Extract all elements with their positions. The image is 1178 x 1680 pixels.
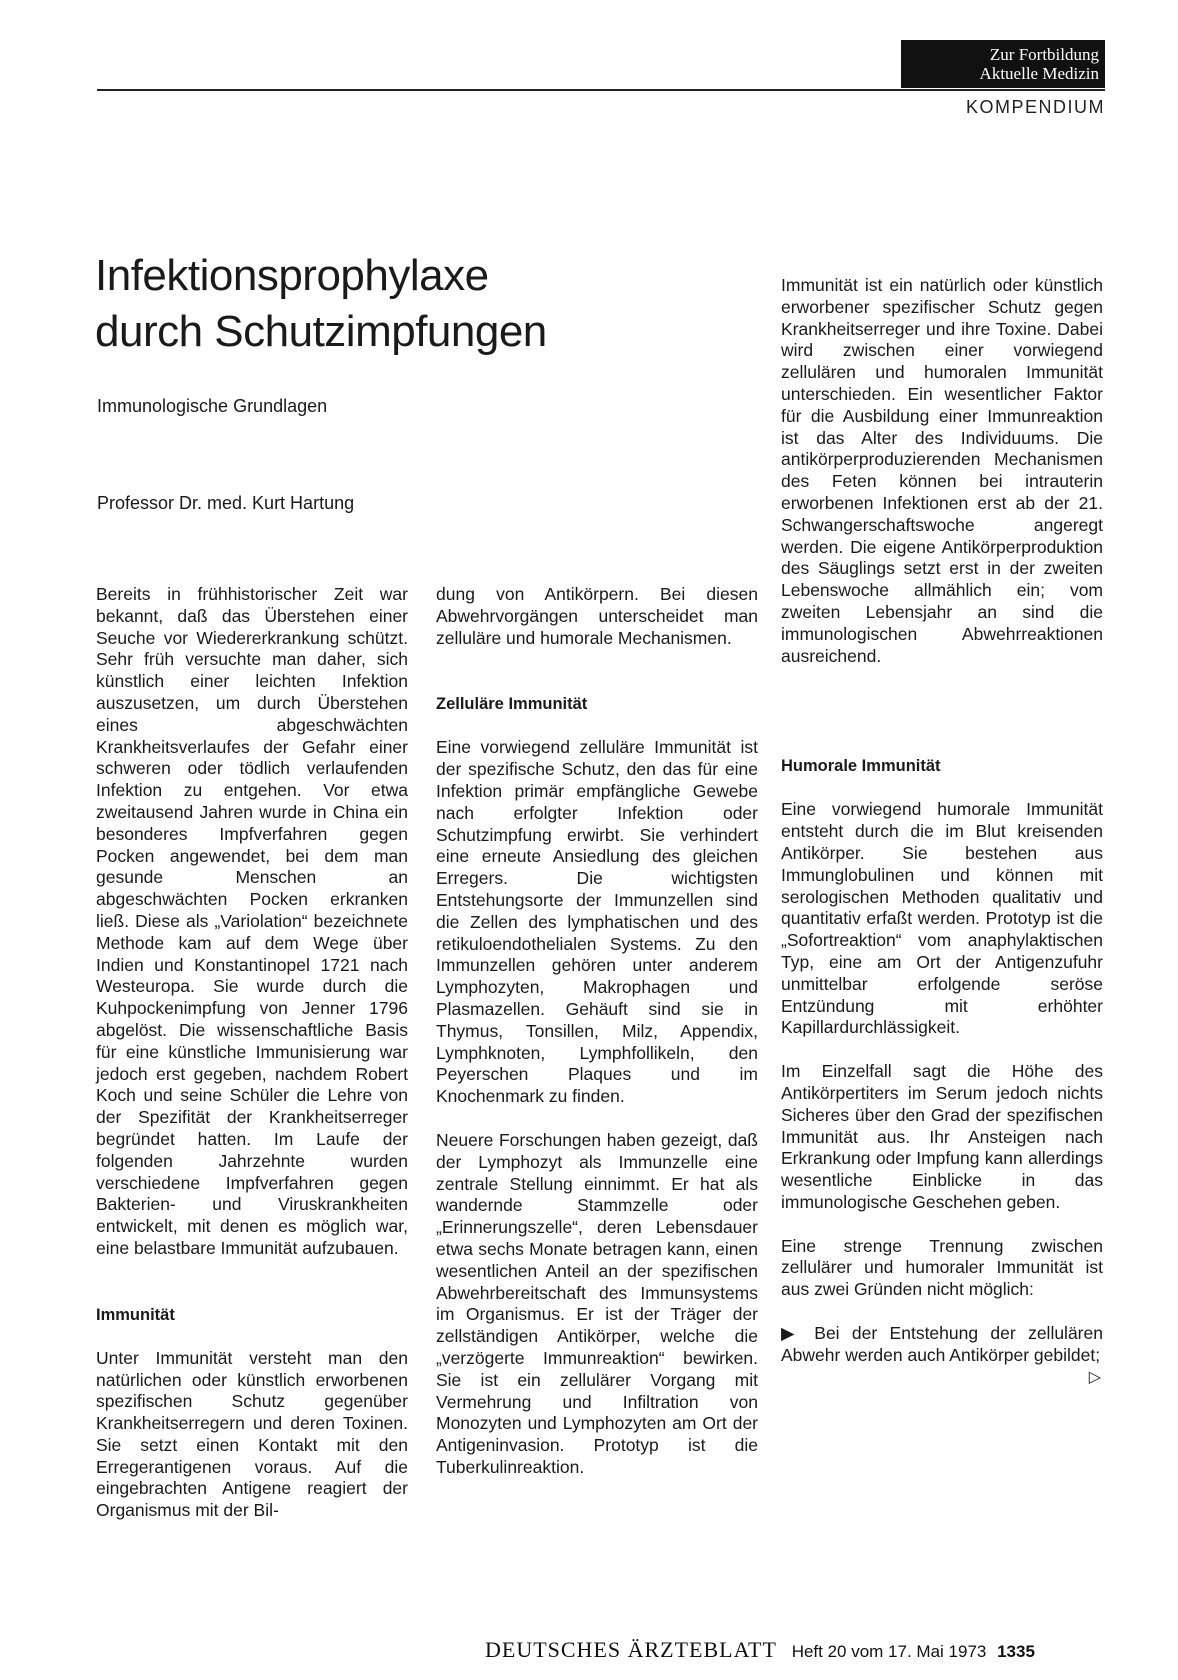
- journal-name: DEUTSCHES ÄRZTEBLATT: [485, 1637, 777, 1662]
- bullet-arrow-icon: ▶: [781, 1323, 802, 1344]
- badge-line-2: Aktuelle Medizin: [979, 64, 1099, 83]
- bullet-text: Bei der Entstehung der zellulären Abwehr werden auch Antikörper gebildet;: [781, 1323, 1103, 1365]
- title-line-1: Infektionsprophylaxe: [95, 251, 489, 300]
- paragraph: Immunität ist ein natürlich oder künstlich erworbener spezifischer Schutz gegen Krankheitserreger und ihre Toxine. Dabei wird zwischen einer vorwiegend zellulären und humoralen Immunität unterschieden. Ein wesentlicher Faktor für die Ausbildung einer Immunreaktion ist das Alter des Individuums. Die antikörperproduzierenden Mechanismen des Feten können bei intrauterin erworbenen Infektionen erst ab der 21. Schwangerschaftswoche angeregt werden. Die eigene Antikörperproduktion des Säuglings setzt erst in der zweiten Lebenswoche allmählich ein; vom zweiten Lebensjahr an sind die immunologischen Abwehrreaktionen ausreichend.: [781, 275, 1103, 666]
- bullet-item: [781, 1323, 1103, 1386]
- paragraph: dung von Antikörpern. Bei diesen Abwehrvorgängen unterscheidet man zelluläre und humorale Mechanismen.: [436, 584, 758, 648]
- section-heading-humoral: Humorale Immunität: [781, 757, 941, 776]
- paragraph: Eine vorwiegend humorale Immunität entsteht durch die im Blut kreisenden Antikörper. Sie bestehen aus Immunglobulinen und können mit serologischen Methoden qualitativ und quantitativ erfaßt werden. Prototyp ist die „Sofortreaktion“ vom anaphylaktischen Typ, eine am Ort der Antigenzufuhr unmittelbar erfolgende seröse Entzündung mit erhöhter Kapillardurchlässigkeit.: [781, 799, 1103, 1038]
- section-heading-zellulaer: Zelluläre Immunität: [436, 695, 588, 714]
- text-column-2: [436, 584, 758, 1479]
- article-subtitle: Immunologische Grundlagen: [97, 396, 328, 416]
- paragraph: Im Einzelfall sagt die Höhe des Antikörpertiters im Serum jedoch nichts Sicheres über den Grad der spezifischen Immunität aus. Ihr Ansteigen nach Erkrankung oder Impfung kann allerdings wesentliche Einblicke in das immunologische Geschehen geben.: [781, 1061, 1103, 1212]
- paragraph: Bereits in frühhistorischer Zeit war bekannt, daß das Überstehen einer Seuche vor Wiedererkrankung schützt. Sehr früh versuchte man daher, sich künstlich einer leichten Infektion auszusetzen, um durch Überstehen eines abgeschwächten Krankheitsverlaufes der Gefahr einer schweren oder tödlich verlaufenden Infektion zu entgehen. Vor etwa zweitausend Jahren wurde in China ein besonderes Impfverfahren gegen Pocken angewendet, bei dem man gesunde Menschen an abgeschwächten Pocken erkranken ließ. Diese als „Variolation“ bezeichnete Methode kam auf dem Wege über Indien und Konstantinopel 1721 nach Westeuropa. Sie wurde durch die Kuhpockenimpfung von Jenner 1796 abgelöst. Die wissenschaftliche Basis für eine künstliche Immunisierung war jedoch erst gegeben, nachdem Robert Koch und seine Schüler die Lehre von der Spezifität der Krankheitserreger begründet hatten. Im Laufe der folgenden Jahrzehnte wurden verschiedene Impfverfahren gegen Bakterien- und Viruskrankheiten entwickelt, mit denen es möglich war, eine belastbare Immunität aufzubauen.: [96, 584, 408, 1258]
- text-column-1: [96, 584, 408, 1522]
- page-footer: [485, 1637, 1035, 1663]
- badge-line-1: Zur Fortbildung: [989, 45, 1099, 64]
- paragraph: Unter Immunität versteht man den natürlichen oder künstlich erworbenen spezifischen Schutz gegenüber Krankheitserregern und deren Toxinen. Sie setzt einen Kontakt mit den Erregerantigenen voraus. Auf die eingebrachten Antigene reagiert der Organismus mit der Bil-: [96, 1347, 408, 1521]
- page-number: 1335: [997, 1642, 1035, 1661]
- issue-info: Heft 20 vom 17. Mai 1973: [791, 1642, 987, 1661]
- section-heading-immunitaet: Immunität: [96, 1305, 175, 1324]
- header-rule: [97, 89, 1105, 91]
- paragraph: Eine vorwiegend zelluläre Immunität ist der spezifische Schutz, den das für eine Infektion primär empfängliche Gewebe nach erfolgter Infektion oder Schutzimpfung erwirbt. Sie verhindert eine erneute Ansiedlung des gleichen Erregers. Die wichtigsten Entstehungsorte der Immunzellen sind die Zellen des lymphatischen und des retikuloendothelialen Systems. Zu den Immunzellen gehören unter anderem Lymphozyten, Makrophagen und Plasmazellen. Gehäuft sind sie in Thymus, Tonsillen, Milz, Appendix, Lymphknoten, Lymphfollikeln, den Peyerschen Plaques und im Knochenmark zu finden.: [436, 737, 758, 1107]
- title-line-2: durch Schutzimpfungen: [95, 307, 547, 356]
- article-author: Professor Dr. med. Kurt Hartung: [97, 493, 355, 513]
- continue-arrow-icon: ▷: [1088, 1368, 1101, 1386]
- paragraph: Neuere Forschungen haben gezeigt, daß der Lymphozyt als Immunzelle eine zentrale Stellung einnimmt. Er hat als wandernde Stammzelle oder „Erinnerungszelle“, deren Lebensdauer etwa sechs Monate betragen kann, einen wesentlichen Anteil an der spezifischen Abwehrbereitschaft des Immunsystems im Organismus. Er ist der Träger der zellständigen Antikörper, welche die „verzögerte Immunreaktion“ bewirken. Sie ist ein zellulärer Vorgang mit Vermehrung und Infiltration von Monozyten und Lymphozyten am Ort der Antigeninvasion. Prototyp ist die Tuberkulinreaktion.: [436, 1129, 758, 1477]
- section-label: KOMPENDIUM: [965, 97, 1105, 117]
- section-badge: [901, 40, 1105, 88]
- text-column-3: [781, 275, 1103, 1388]
- article-title: [95, 248, 735, 360]
- paragraph: Eine strenge Trennung zwischen zellulärer und humoraler Immunität ist aus zwei Gründen nicht möglich:: [781, 1235, 1103, 1300]
